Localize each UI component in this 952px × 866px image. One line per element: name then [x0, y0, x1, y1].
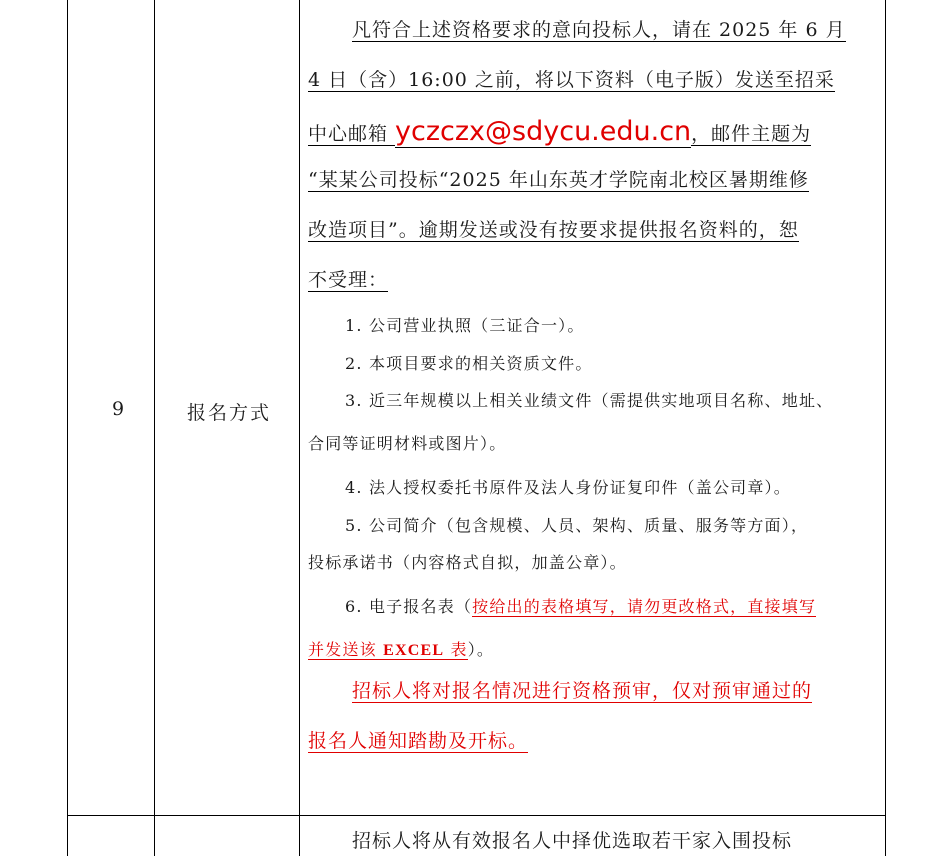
table-border-col2 — [299, 0, 300, 856]
intro-line-1: 凡符合上述资格要求的意向投标人，请在 2025 年 6 月 — [352, 19, 846, 41]
item-3a: 3. 近三年规模以上相关业绩文件（需提供实地项目名称、地址、 — [345, 391, 834, 410]
item-4: 4. 法人授权委托书原件及法人身份证复印件（盖公司章）。 — [345, 478, 791, 497]
item-1: 1. 公司营业执照（三证合一）。 — [345, 316, 585, 335]
item-2: 2. 本项目要求的相关资质文件。 — [345, 354, 593, 373]
row-number: 9 — [112, 398, 127, 420]
table-border-col1 — [154, 0, 155, 856]
notice-line-1: 招标人将对报名情况进行资格预审，仅对预审通过的 — [352, 680, 813, 702]
row-label: 报名方式 — [187, 402, 272, 424]
next-row-text: 招标人将从有效报名人中择优选取若干家入围投标 — [352, 830, 793, 852]
item-5b: 投标承诺书（内容格式自拟，加盖公章）。 — [308, 553, 627, 572]
intro-line-6: 不受理： — [308, 269, 389, 291]
email-link[interactable]: yczczx@sdycu.edu.cn — [395, 116, 692, 147]
intro-line-3: 中心邮箱 yczczx@sdycu.edu.cn，邮件主题为 — [308, 116, 812, 147]
intro-line-4: “某某公司投标“2025 年山东英才学院南北校区暑期维修 — [308, 169, 809, 191]
notice-line-2: 报名人通知踏勘及开标。 — [308, 730, 529, 752]
item-6: 6. 电子报名表（按给出的表格填写，请勿更改格式，直接填写 — [345, 597, 817, 616]
table-border-right — [885, 0, 886, 856]
table-row-divider — [67, 815, 886, 816]
intro-line-5: 改造项目”。逾期发送或没有按要求提供报名资料的，恕 — [308, 219, 799, 241]
item-5a: 5. 公司简介（包含规模、人员、架构、质量、服务等方面）， — [345, 516, 809, 535]
item-6-cont: 并发送该 EXCEL 表）。 — [308, 640, 495, 659]
intro-line-2: 4 日（含）16:00 之前，将以下资料（电子版）发送至招采 — [308, 69, 835, 91]
item-3b: 合同等证明材料或图片）。 — [308, 434, 507, 453]
table-border-left — [67, 0, 68, 856]
